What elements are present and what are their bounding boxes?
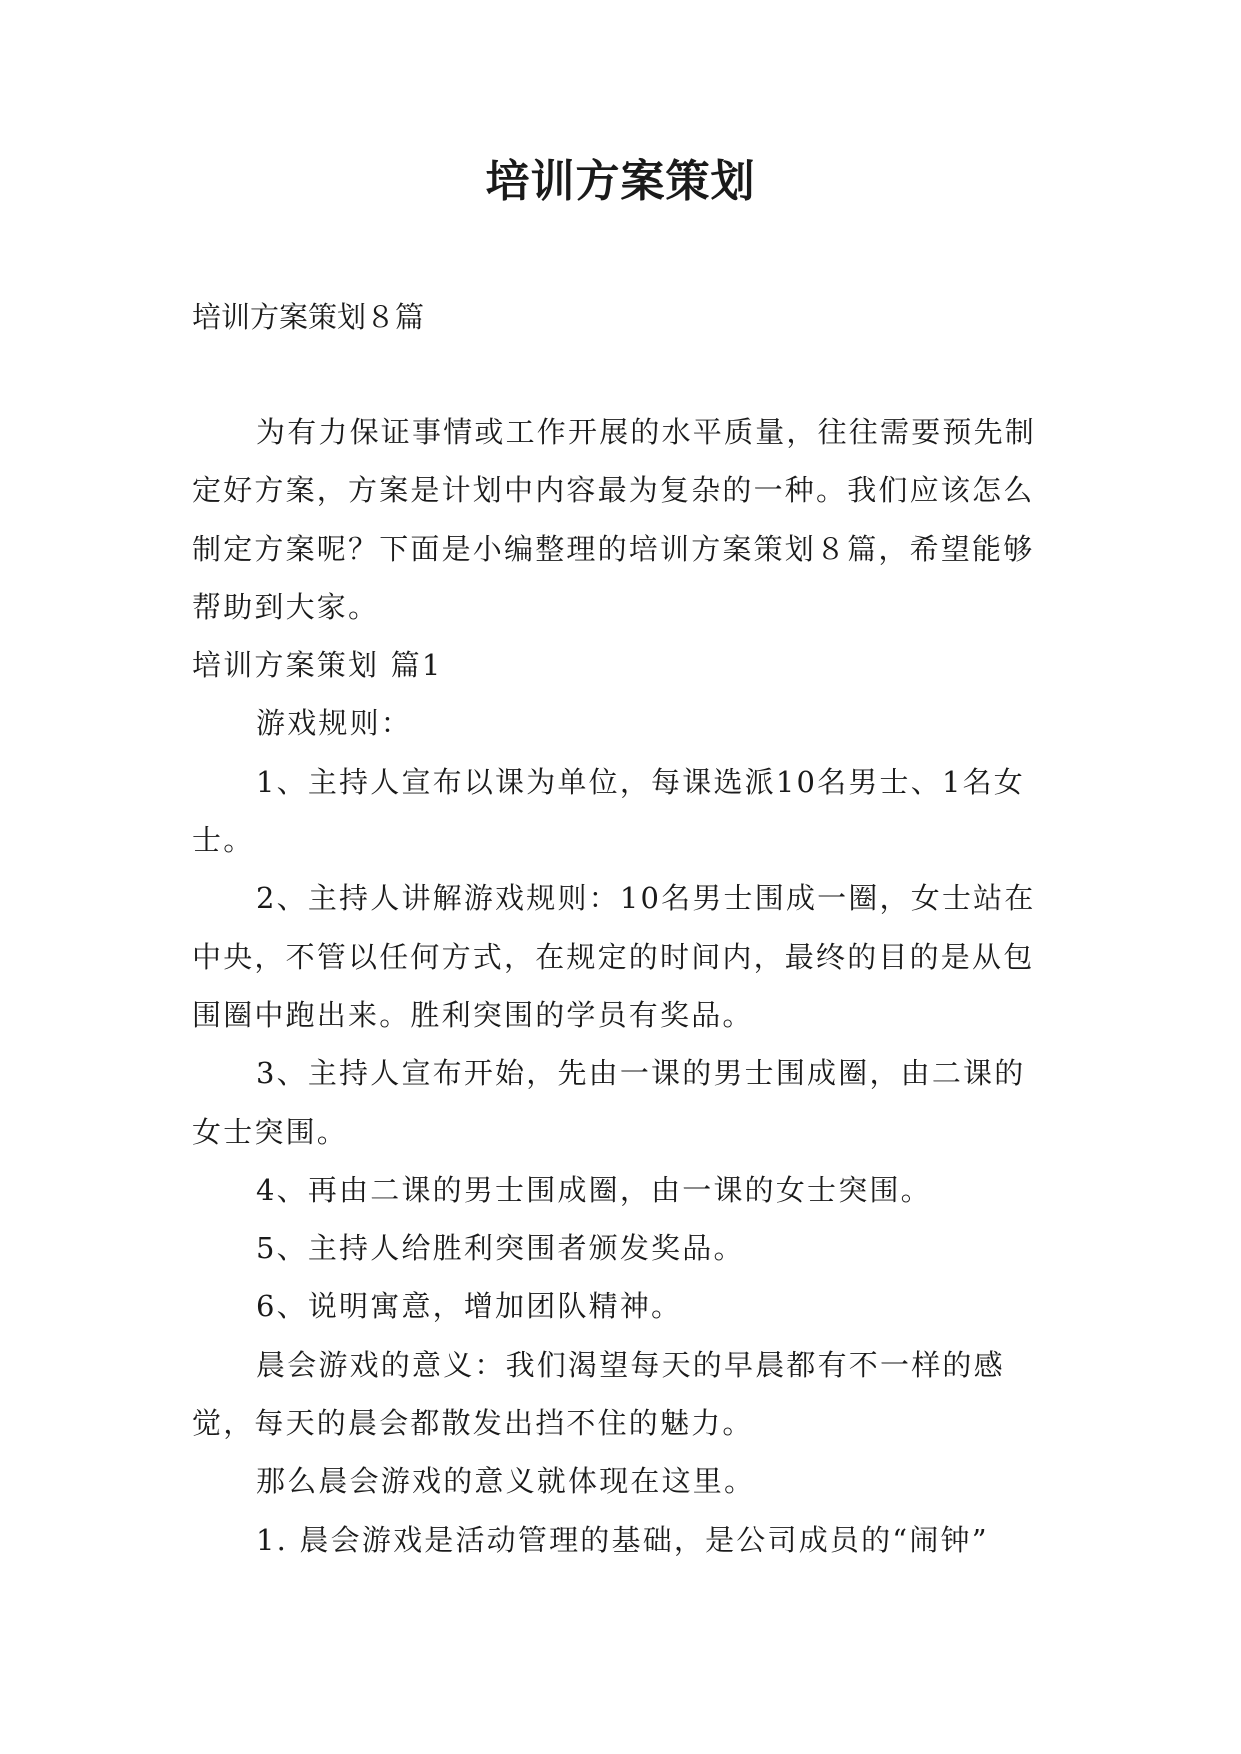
meaning-item-1: 1. 晨会游戏是活动管理的基础，是公司成员的“闹钟” (256, 1522, 989, 1557)
meaning-intro: 那么晨会游戏的意义就体现在这里。 (256, 1464, 756, 1499)
rule-item-1: 1、主持人宣布以课为单位，每课选派10名男士、1名女士。 (192, 764, 1026, 858)
meaning-paragraph: 晨会游戏的意义：我们渴望每天的早晨都有不一样的感觉，每天的晨会都散发出挡不住的魅力。 (192, 1347, 1005, 1441)
rule-item-4: 4、再由二课的男士围成圈，由一课的女士突围。 (256, 1172, 932, 1207)
rule-item-6: 6、说明寓意，增加团队精神。 (256, 1289, 683, 1324)
document-subtitle: 培训方案策划８篇 (192, 300, 425, 334)
rule-item-2: 2、主持人讲解游戏规则：10名男士围成一圈，女士站在中央，不管以任何方式，在规定的时间内，最终的目的是从包围圈中跑出来。胜利突围的学员有奖品。 (192, 881, 1036, 1032)
intro-paragraph: 为有力保证事情或工作开展的水平质量，往往需要预先制定好方案，方案是计划中内容最为复杂的一种。我们应该怎么制定方案呢？下面是小编整理的培训方案策划８篇，希望能够帮助到大家。 (192, 415, 1037, 624)
rule-item-5: 5、主持人给胜利突围者颁发奖品。 (256, 1231, 745, 1266)
document-body (192, 403, 1052, 1569)
page-title: 培训方案策划 (485, 156, 756, 207)
section-heading: 培训方案策划 篇1 (192, 648, 443, 683)
rules-heading: 游戏规则： (256, 706, 413, 741)
rule-item-3: 3、主持人宣布开始，先由一课的男士围成圈，由二课的女士突围。 (192, 1056, 1026, 1149)
